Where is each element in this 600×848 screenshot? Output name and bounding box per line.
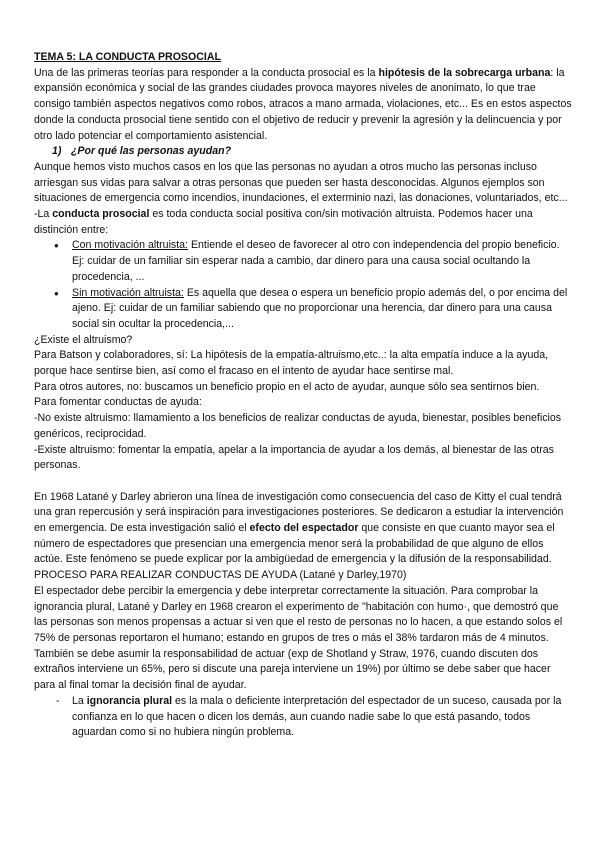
section-heading-text: ¿Por qué las personas ayudan? [70,145,232,158]
p1968-text-c: que consiste en que cuanto mayor sea el número de espectadores que presencian una emergencia menor será la probabilidad de que alguno de ellos actúe. Este fenómeno se puede explicar por la ambigüedad de emergencia y la difusión de la responsabilidad. [34,522,555,566]
section-number: 1) [52,145,62,158]
dash-text-c: es la mala o deficiente interpretación del espectador de un suceso, causada por la confianza en lo que hacen o dicen los demás, aun cuando nadie sabe lo que está pasando, todos aguardan como si no hubiera ningún problema. [72,694,562,739]
list-item-label: Con motivación altruista: [72,239,188,252]
list-item [34,238,574,285]
paragraph-otros: Para otros autores, no: buscamos un beneficio propio en el acto de ayudar, aunque sólo sea sentirnos bien. [34,380,540,393]
intro-paragraph [34,66,574,145]
list-item-label: Sin motivación altruista: [72,286,184,299]
intro-text-c: : la expansión económica y social de las grandes ciudades provoca mayores niveles de anonimato, lo que trae consigo también aspectos negativos como robos, atracos a mano armada, violaciones, etc... Es en estos aspectos donde la conducta prosocial tiene sentido con el objetivo de reducir y prevenir la agresión y la delincuencia y por otro lado potenciar el comportamiento asistencial. [34,66,572,142]
dash-bold-term: ignorancia plural [86,694,173,707]
blank-line [34,474,574,490]
intro-bold-term: hipótesis de la sobrecarga urbana [378,66,551,79]
document-page [34,50,574,741]
list-item-text: Es aquella que desea o espera un beneficio propio además del, o por encima del ajeno. Ej: cuidar de un familiar sabiendo que no proporcionar una herencia, dar dinero para una causa social sin ocultar la procedencia,... [72,286,568,330]
paragraph-aunque: Aunque hemos visto muchos casos en los que las personas no ayudan a otros mucho las personas incluso arriesgan sus vidas para salvar a otras personas que pueden ser hasta desconocidas. Algunos ejemplos son situaciones de emergencia como incendios, inundaciones, el exterminio nazi, las donaciones, voluntariados, etc... [34,160,568,205]
paragraph-fomentar: Para fomentar conductas de ayuda: [34,396,202,409]
paragraph-no-existe: -No existe altruismo: llamamiento a los beneficios de realizar conductas de ayuda, bienestar, posibles beneficios genéricos, reciprocidad. [34,412,562,440]
p1968-text-a: En 1968 Latané y Darley abrieron una línea de investigación como consecuencia del caso de Kitty el cual tendrá una gran repercusión y será inspiración para investigaciones posteriores. Se dedicaron a estudiar la intervención en emergencia. De esta investigación salió el [34,490,564,535]
intro-text-a: Una de las primeras teorías para responder a la conducta prosocial es la [34,66,379,79]
paragraph-batson: Para Batson y colaboradores, sí: La hipótesis de la empatía-altruismo,etc..: la alta empatía induce a la ayuda, porque hace sentirse bien, así como el fracaso en el intento de ayudar hace sentirse mal. [34,349,549,378]
dash-text-a: La [72,694,87,707]
definition-bold-term: conducta prosocial [52,208,150,221]
paragraph-1968 [34,490,574,569]
list-item-text: Entiende el deseo de favorecer al otro con independencia del propio beneficio. Ej: cuidar de un familiar sin esperar nada a cambio, dar dinero para una causa social ocultando la procedencia, ... [72,239,560,283]
page-title: TEMA 5: LA CONDUCTA PROSOCIAL [34,51,221,63]
dash-list [34,694,574,741]
list-item [34,694,574,741]
paragraph-existe: ¿Existe el altruismo? [34,333,133,346]
paragraph-espectador: El espectador debe percibir la emergencia y debe interpretar correctamente la situación. Para comprobar la ignorancia plural, Latané y Darley en 1968 crearon el experimento de "habitación con humo·, que demostró que las personas son menos propensas a actuar si ven que el resto de personas no lo hacen, a que estando solos el 75% de personas reportaron el humano; estando en grupos de tres o más el 38% tardaron más de 4 minutos. También se debe asumir la responsabilidad de actuar (exp de Shotland y Straw, 1976, cuando discuten dos extraños interviene un 65%, pero si discute una pareja interviene un 19%) por último se debe saber que hacer para al final tomar la decisión final de ayudar. [34,584,563,692]
paragraph-si-existe: -Existe altruismo: fomentar la empatía, apelar a la importancia de ayudar a los demás, al bienestar de las otras personas. [34,443,554,472]
motivation-list [34,238,574,332]
definition-text-c: es toda conducta social positiva con/sin motivación altruista. Podemos hacer una distinción entre: [34,208,533,236]
paragraph-definition [34,207,574,238]
definition-text-a: -La [34,208,53,221]
p1968-bold-term: efecto del espectador [249,522,359,535]
paragraph-proceso: PROCESO PARA REALIZAR CONDUCTAS DE AYUDA (Latané y Darley,1970) [34,569,407,582]
list-item [34,286,574,333]
section-heading [34,144,574,160]
